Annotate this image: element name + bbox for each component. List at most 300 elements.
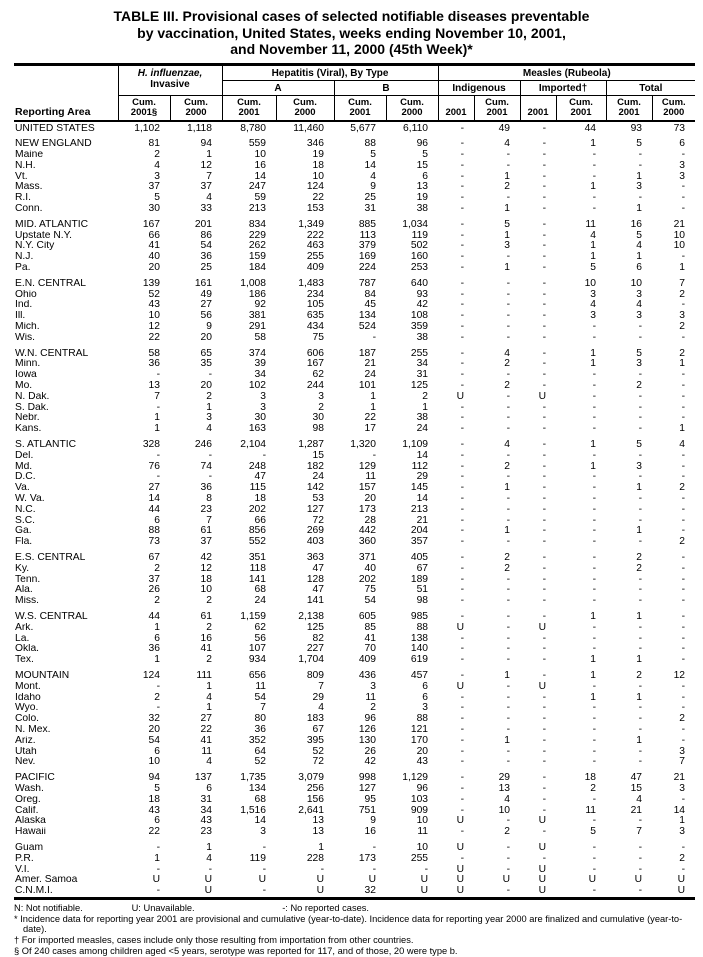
value-cell: U xyxy=(316,886,325,897)
value-cell: - xyxy=(681,150,686,161)
value-cell: - xyxy=(460,526,465,537)
value-cell: 2 xyxy=(679,483,686,494)
value-cell: - xyxy=(681,794,686,805)
value-cell: - xyxy=(262,842,267,853)
value-cell: 27 xyxy=(200,300,213,311)
value-cell: 13 xyxy=(312,827,325,838)
value-cell: - xyxy=(460,413,465,424)
reporting-area-cell: Conn. xyxy=(15,204,43,215)
value-cell: 4 xyxy=(504,794,511,805)
value-cell: 20 xyxy=(364,494,377,504)
value-cell: 1,129 xyxy=(402,773,429,784)
table-row xyxy=(14,736,695,747)
table-row xyxy=(14,875,695,886)
value-cell: - xyxy=(592,515,597,526)
reporting-area-cell: MID. ATLANTIC xyxy=(15,219,89,230)
value-cell: - xyxy=(506,714,511,725)
reporting-area-cell: S.C. xyxy=(15,515,36,526)
value-cell: - xyxy=(638,424,643,435)
value-cell: - xyxy=(638,633,643,644)
value-cell: 2 xyxy=(636,563,643,574)
value-cell: 1 xyxy=(679,359,686,370)
value-cell: 49 xyxy=(498,122,511,134)
value-cell: 5 xyxy=(590,263,597,274)
value-cell: 37 xyxy=(148,182,160,193)
value-cell: - xyxy=(542,596,547,607)
value-cell: 38 xyxy=(416,204,429,215)
table-row xyxy=(14,279,695,290)
value-cell: 1 xyxy=(206,703,213,714)
value-cell: 7 xyxy=(206,171,213,182)
value-cell: - xyxy=(592,322,597,333)
reporting-area-cell: Iowa xyxy=(15,370,37,381)
legend-not-notifiable: N: Not notifiable. xyxy=(14,902,83,913)
value-cell: 42 xyxy=(200,552,213,563)
value-cell: 38 xyxy=(416,413,429,424)
value-cell: - xyxy=(681,252,686,263)
value-cell: 76 xyxy=(148,461,160,472)
value-cell: - xyxy=(506,574,511,585)
value-cell: 2 xyxy=(370,703,377,714)
value-cell: 11 xyxy=(365,472,377,483)
reporting-area-cell: Ga. xyxy=(15,526,32,537)
value-cell: 59 xyxy=(254,193,267,204)
value-cell: 86 xyxy=(200,230,213,241)
value-cell: 6 xyxy=(422,681,429,692)
value-cell: - xyxy=(542,724,547,735)
value-cell: 43 xyxy=(148,805,160,816)
reporting-area-cell: NEW ENGLAND xyxy=(15,139,92,150)
value-cell: - xyxy=(506,724,511,735)
value-cell: 108 xyxy=(410,311,429,322)
value-cell: 1,483 xyxy=(298,278,325,289)
value-cell: 129 xyxy=(358,461,377,472)
value-cell: - xyxy=(681,515,686,526)
value-cell: - xyxy=(681,300,686,311)
value-cell: - xyxy=(681,644,686,655)
value-cell: - xyxy=(460,139,465,150)
value-cell: - xyxy=(542,585,547,596)
value-cell: 40 xyxy=(364,563,377,574)
value-cell: 189 xyxy=(410,574,429,585)
table-row xyxy=(14,263,695,274)
value-cell: 19 xyxy=(416,193,429,204)
table-row xyxy=(14,575,695,586)
value-cell: - xyxy=(681,692,686,703)
value-cell: 29 xyxy=(416,472,429,483)
value-cell: - xyxy=(542,472,547,483)
value-cell: 1 xyxy=(679,816,686,827)
value-cell: - xyxy=(506,150,511,161)
value-cell: - xyxy=(592,171,597,182)
value-cell: 20 xyxy=(148,724,160,735)
value-cell: 43 xyxy=(416,757,429,768)
value-cell: - xyxy=(638,585,643,596)
value-cell: 3 xyxy=(679,746,686,757)
value-cell: 1,102 xyxy=(134,122,160,134)
value-cell: 105 xyxy=(306,300,325,311)
reporting-area-cell: Maine xyxy=(15,150,44,161)
value-cell: U xyxy=(420,886,429,897)
value-cell: 24 xyxy=(254,596,267,607)
value-cell: U xyxy=(538,875,547,886)
value-cell: 26 xyxy=(364,746,377,757)
value-cell: 1 xyxy=(206,402,213,413)
value-cell: - xyxy=(592,681,597,692)
value-cell: 34 xyxy=(254,370,267,381)
value-cell: 20 xyxy=(200,332,213,343)
col-hinf-cum2001: Cum. 2001§ xyxy=(118,95,170,121)
reporting-area-cell: Pa. xyxy=(15,263,31,274)
value-cell: 26 xyxy=(148,585,160,596)
value-cell: 374 xyxy=(248,348,267,359)
reporting-area-cell: S. Dak. xyxy=(15,402,49,413)
value-cell: 85 xyxy=(364,622,377,633)
value-cell: 3 xyxy=(636,359,643,370)
value-cell: 67 xyxy=(416,563,429,574)
value-cell: 346 xyxy=(306,139,325,150)
value-cell: 82 xyxy=(312,633,325,644)
reporting-area-cell: Vt. xyxy=(15,171,28,182)
value-cell: - xyxy=(460,552,465,563)
value-cell: - xyxy=(638,193,643,204)
value-cell: 1 xyxy=(636,204,643,215)
value-cell: - xyxy=(592,483,597,494)
value-cell: 27 xyxy=(148,483,160,494)
value-cell: 1,287 xyxy=(298,440,325,451)
value-cell: 6 xyxy=(154,633,160,644)
value-cell: - xyxy=(156,703,160,714)
reporting-area-cell: E.N. CENTRAL xyxy=(15,278,86,289)
value-cell: 351 xyxy=(248,552,267,563)
value-cell: 256 xyxy=(306,783,325,794)
value-cell: 44 xyxy=(148,611,160,622)
value-cell: - xyxy=(506,816,511,827)
value-cell: 119 xyxy=(411,230,429,241)
value-cell: - xyxy=(460,724,465,735)
value-cell: 16 xyxy=(364,827,377,838)
reporting-area-cell: Hawaii xyxy=(15,827,46,838)
value-cell: 72 xyxy=(312,757,325,768)
reporting-area-cell: UNITED STATES xyxy=(15,122,95,134)
value-cell: 127 xyxy=(358,783,377,794)
value-cell: 24 xyxy=(364,370,377,381)
value-cell: U xyxy=(588,875,597,886)
value-cell: - xyxy=(592,757,597,768)
value-cell: 54 xyxy=(364,596,377,607)
value-cell: - xyxy=(542,515,547,526)
value-cell: 1 xyxy=(590,241,597,252)
value-cell: 3 xyxy=(679,827,686,838)
value-cell: - xyxy=(592,552,597,563)
table-row xyxy=(14,440,695,451)
value-cell: 10 xyxy=(673,241,686,252)
reporting-area-cell: N.J. xyxy=(15,252,34,263)
footnote-section: § Of 240 cases among children aged <5 years, serotype was reported for 117, and of those, 20 were type b. xyxy=(14,946,458,957)
value-cell: 1,034 xyxy=(402,219,429,230)
value-cell: 1 xyxy=(504,230,511,241)
value-cell: - xyxy=(506,472,511,483)
reporting-area-cell: Va. xyxy=(15,483,30,494)
value-cell: - xyxy=(542,413,547,424)
value-cell: - xyxy=(542,440,547,451)
value-cell: - xyxy=(592,703,597,714)
value-cell: - xyxy=(542,461,547,472)
value-cell: 1,109 xyxy=(402,440,429,451)
value-cell: 1 xyxy=(636,735,643,746)
value-cell: 2,138 xyxy=(298,611,325,622)
value-cell: 379 xyxy=(358,241,377,252)
value-cell: 1 xyxy=(504,670,511,681)
value-cell: 204 xyxy=(410,526,429,537)
value-cell: 73 xyxy=(673,122,686,134)
value-cell: - xyxy=(506,842,511,853)
value-cell: 139 xyxy=(142,278,160,289)
value-cell: 41 xyxy=(200,644,213,655)
value-cell: - xyxy=(638,644,643,655)
value-cell: - xyxy=(638,150,643,161)
reporting-area-cell: Mass. xyxy=(15,182,43,193)
value-cell: - xyxy=(506,370,511,381)
value-cell: 2 xyxy=(422,391,429,402)
value-cell: 37 xyxy=(200,537,213,548)
value-cell: 28 xyxy=(364,515,377,526)
value-cell: - xyxy=(542,611,547,622)
value-cell: - xyxy=(638,450,643,461)
value-cell: 371 xyxy=(358,552,377,563)
value-cell: - xyxy=(506,886,511,897)
value-cell: - xyxy=(638,402,643,413)
value-cell: - xyxy=(592,644,597,655)
value-cell: 73 xyxy=(148,537,160,548)
value-cell: - xyxy=(460,805,465,816)
value-cell: U xyxy=(538,391,547,402)
value-cell: 16 xyxy=(200,633,213,644)
value-cell: - xyxy=(592,842,597,853)
value-cell: - xyxy=(638,757,643,768)
value-cell: 1 xyxy=(590,139,597,150)
value-cell: 10 xyxy=(416,842,429,853)
footnotes xyxy=(14,903,695,957)
value-cell: - xyxy=(460,171,465,182)
table-row xyxy=(14,139,695,150)
value-cell: - xyxy=(592,574,597,585)
value-cell: - xyxy=(460,322,465,333)
value-cell: 128 xyxy=(306,574,325,585)
value-cell: 124 xyxy=(306,182,325,193)
value-cell: - xyxy=(208,370,213,381)
value-cell: 40 xyxy=(148,252,160,263)
value-cell: - xyxy=(506,681,511,692)
reporting-area-cell: Wis. xyxy=(15,332,36,343)
value-cell: 127 xyxy=(306,504,325,515)
notifiable-diseases-table xyxy=(14,63,695,900)
table-row xyxy=(14,182,695,193)
value-cell: 142 xyxy=(306,483,325,494)
value-cell: 222 xyxy=(306,230,325,241)
title-line-3: and November 11, 2000 (45th Week)* xyxy=(230,41,473,57)
value-cell: - xyxy=(681,204,686,215)
value-cell: 1 xyxy=(590,348,597,359)
table-row xyxy=(14,623,695,634)
value-cell: 6 xyxy=(206,783,213,794)
value-cell: - xyxy=(542,252,547,263)
value-cell: 17 xyxy=(364,424,377,435)
value-cell: - xyxy=(506,413,511,424)
value-cell: 3 xyxy=(370,681,377,692)
value-cell: 1 xyxy=(206,681,213,692)
col-indigenous-2001: 2001 xyxy=(438,95,474,121)
reporting-area-cell: N. Dak. xyxy=(15,391,50,402)
value-cell: 4 xyxy=(504,440,511,451)
value-cell: - xyxy=(681,370,686,381)
value-cell: 15 xyxy=(312,450,325,461)
value-cell: 160 xyxy=(410,252,429,263)
table-row xyxy=(14,392,695,403)
value-cell: 5 xyxy=(636,139,643,150)
table-row xyxy=(14,655,695,666)
value-cell: 12 xyxy=(200,160,213,171)
value-cell: 2 xyxy=(679,853,686,864)
col-imported-cum2001: Cum. 2001 xyxy=(556,95,606,121)
value-cell: 4 xyxy=(636,794,643,805)
table-row xyxy=(14,483,695,494)
value-cell: 352 xyxy=(248,735,267,746)
value-cell: 36 xyxy=(254,724,267,735)
value-cell: 1,516 xyxy=(240,805,267,816)
value-cell: 619 xyxy=(410,655,429,666)
value-cell: 6 xyxy=(154,746,160,757)
value-cell: 3 xyxy=(636,182,643,193)
value-cell: - xyxy=(542,633,547,644)
value-cell: 156 xyxy=(306,794,325,805)
value-cell: 14 xyxy=(416,450,429,461)
value-cell: - xyxy=(638,714,643,725)
value-cell: 14 xyxy=(416,494,429,504)
col-total-cum2001: Cum. 2001 xyxy=(606,95,652,121)
value-cell: 20 xyxy=(148,263,160,274)
value-cell: 66 xyxy=(148,230,160,241)
value-cell: - xyxy=(542,150,547,161)
value-cell: 29 xyxy=(312,692,325,703)
value-cell: - xyxy=(542,139,547,150)
value-cell: 137 xyxy=(194,773,213,784)
value-cell: - xyxy=(372,842,377,853)
value-cell: 52 xyxy=(148,289,160,300)
value-cell: - xyxy=(506,278,511,289)
value-cell: 10 xyxy=(254,150,267,161)
value-cell: 20 xyxy=(200,381,213,392)
value-cell: - xyxy=(638,816,643,827)
value-cell: - xyxy=(542,783,547,794)
value-cell: 66 xyxy=(254,515,267,526)
value-cell: - xyxy=(681,585,686,596)
value-cell: 2 xyxy=(154,150,160,161)
value-cell: 552 xyxy=(248,537,267,548)
table-row xyxy=(14,526,695,537)
value-cell: 2,104 xyxy=(240,440,267,451)
value-cell: - xyxy=(542,204,547,215)
value-cell: 7 xyxy=(206,515,213,526)
value-cell: 787 xyxy=(358,278,377,289)
table-row xyxy=(14,843,695,854)
value-cell: U xyxy=(420,875,429,886)
value-cell: - xyxy=(638,472,643,483)
value-cell: U xyxy=(456,681,465,692)
table-row xyxy=(14,854,695,865)
value-cell: U xyxy=(152,875,160,886)
value-cell: - xyxy=(460,311,465,322)
value-cell: - xyxy=(542,746,547,757)
value-cell: - xyxy=(542,122,547,134)
value-cell: - xyxy=(506,655,511,666)
value-cell: - xyxy=(460,359,465,370)
value-cell: - xyxy=(460,182,465,193)
value-cell: 102 xyxy=(248,381,267,392)
value-cell: 3 xyxy=(590,311,597,322)
value-cell: 52 xyxy=(312,746,325,757)
value-cell: 94 xyxy=(148,773,160,784)
value-cell: 2 xyxy=(679,714,686,725)
value-cell: 18 xyxy=(312,160,325,171)
value-cell: 182 xyxy=(306,461,325,472)
value-cell: - xyxy=(542,278,547,289)
value-cell: 21 xyxy=(630,805,643,816)
value-cell: 11 xyxy=(417,827,429,838)
value-cell: 92 xyxy=(254,300,267,311)
value-cell: 262 xyxy=(248,241,267,252)
value-cell: 359 xyxy=(410,322,429,333)
value-cell: - xyxy=(460,783,465,794)
value-cell: - xyxy=(592,724,597,735)
value-cell: 38 xyxy=(416,332,429,343)
value-cell: - xyxy=(542,300,547,311)
value-cell: - xyxy=(156,886,160,897)
value-cell: - xyxy=(506,703,511,714)
value-cell: - xyxy=(681,703,686,714)
value-cell: 213 xyxy=(410,504,429,515)
value-cell: 1 xyxy=(636,483,643,494)
h-influenzae-label-line1: H. influenzae, xyxy=(137,67,203,79)
value-cell: - xyxy=(681,182,686,193)
value-cell: 228 xyxy=(306,853,325,864)
value-cell: 403 xyxy=(306,537,325,548)
value-cell: 4 xyxy=(590,230,597,241)
table-row xyxy=(14,193,695,204)
value-cell: - xyxy=(638,842,643,853)
value-cell: 35 xyxy=(200,359,213,370)
value-cell: - xyxy=(460,204,465,215)
value-cell: - xyxy=(681,381,686,392)
value-cell: 64 xyxy=(254,746,267,757)
value-cell: U xyxy=(456,864,465,875)
value-cell: - xyxy=(506,622,511,633)
value-cell: 16 xyxy=(630,219,643,230)
table-row xyxy=(14,451,695,462)
value-cell: - xyxy=(638,504,643,515)
reporting-area-cell: Oreg. xyxy=(15,794,41,805)
value-cell: - xyxy=(542,193,547,204)
table-row xyxy=(14,747,695,758)
reporting-area-cell: E.S. CENTRAL xyxy=(15,552,86,563)
value-cell: - xyxy=(638,537,643,548)
value-cell: 25 xyxy=(200,263,213,274)
value-cell: - xyxy=(638,574,643,585)
value-cell: U xyxy=(456,842,465,853)
value-cell: 167 xyxy=(142,219,160,230)
table-row xyxy=(14,537,695,548)
value-cell: - xyxy=(460,703,465,714)
